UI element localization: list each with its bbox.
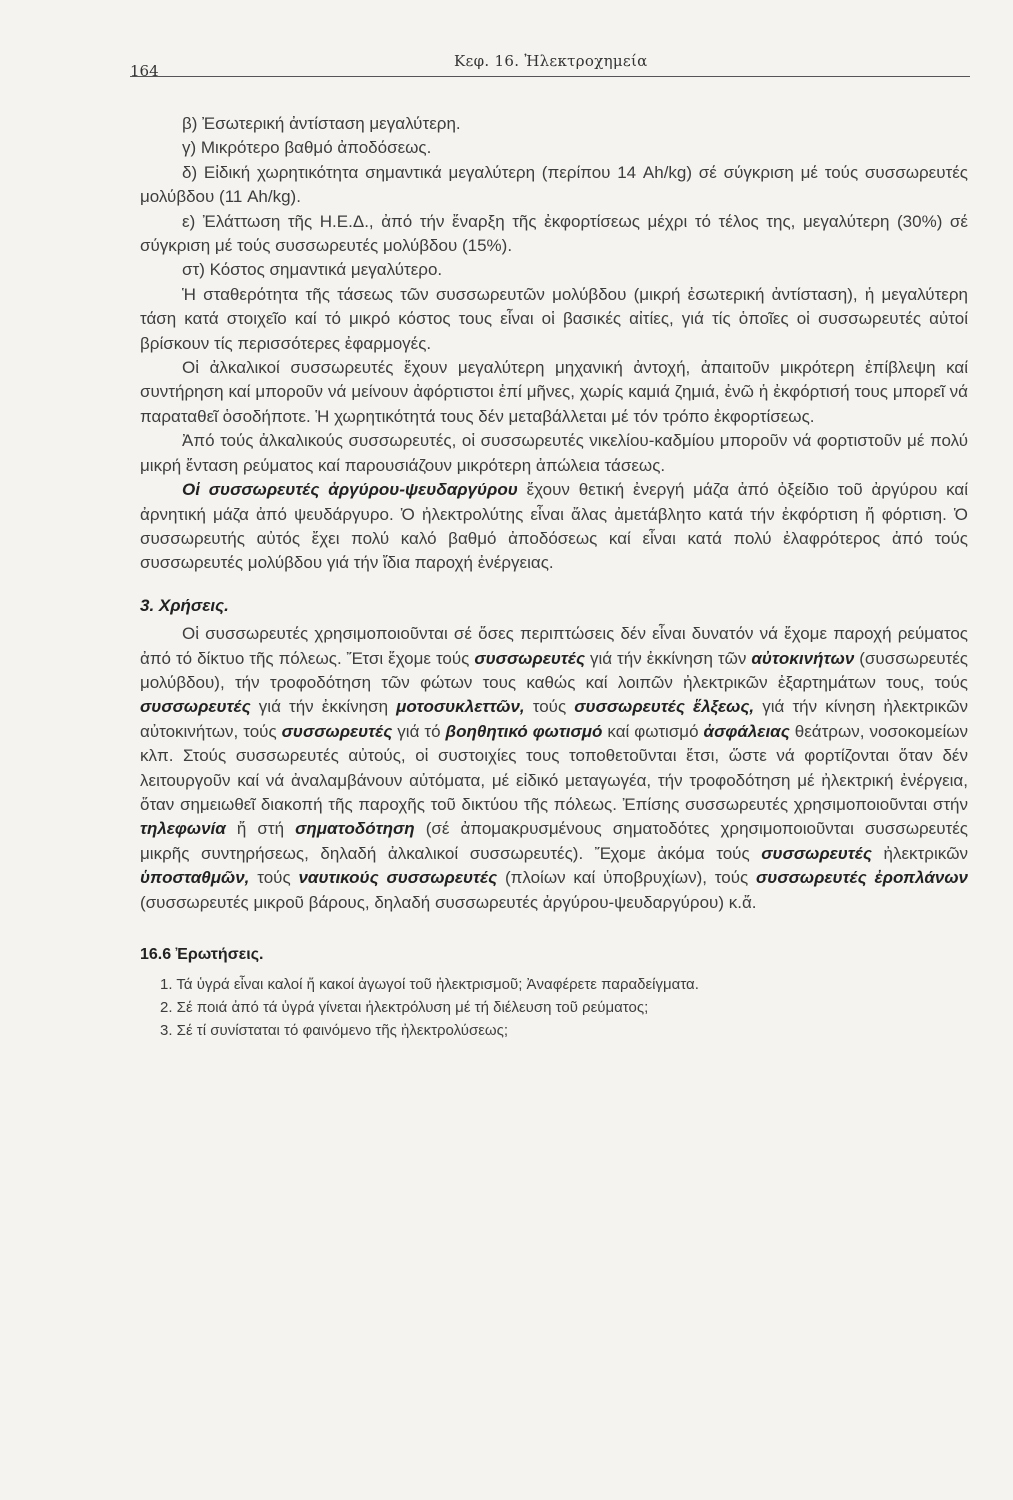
emphasis-term: σηματοδότηση <box>295 819 415 839</box>
emphasis-term: μοτοσυκλεττῶν, <box>396 697 525 717</box>
emphasis-term: συσσωρευτές <box>281 721 393 741</box>
emphasis-term: συσσωρευτές <box>474 648 586 668</box>
text-run: ἤ στή <box>225 819 296 839</box>
text-run: Οἱ συσσωρευτές χρησιμοποιοῦνται σέ ὅσες περιπτώσεις δέν εἶναι δυνατόν νά ἔχομε παροχή ρεύματος ἀπό τό δίκτυο τῆς πόλεως. Ἔτσι ἔχομε τούς <box>140 624 968 668</box>
text-run: γιά τήν ἐκκίνηση τῶν <box>585 648 752 668</box>
page-number: 164 <box>130 62 159 80</box>
emphasis-term: συσσωρευτές <box>761 843 872 863</box>
text-run: (συσσωρευτές μικροῦ βάρους, δηλαδή συσσωρευτές ἀργύρου-ψευδαργύρου) κ.ἄ. <box>140 892 757 912</box>
paragraph-alkaline: Οἱ ἀλκαλικοί συσσωρευτές ἔχουν μεγαλύτερη μηχανική ἀντοχή, ἀπαιτοῦν μικρότερη ἐπίβλεψη καί συντήρηση καί μποροῦν νά μείνουν ἀφόρτιστοι ἐπί μῆνες, χωρίς καμιά ζημιά, ἐνῶ ἡ ἐκφόρτισή τους μπορεῖ νά παραταθεῖ ὁσοδήποτε. Ἡ χωρητικότητά τους δέν μεταβάλλεται μέ τόν τρόπο ἐκφορτίσεως. <box>140 358 968 426</box>
page-header <box>130 50 970 80</box>
running-head: Κεφ. 16. Ἠλεκτροχημεία <box>454 52 648 70</box>
text-run: γιά τό <box>392 721 446 741</box>
paragraph-lead-stability: Ἡ σταθερότητα τῆς τάσεως τῶν συσσωρευτῶν μολύβδου (μικρή ἐσωτερική ἀντίσταση), ἡ μεγαλύτερη τάση κατά στοιχεῖο καί τό μικρό κόστος τους εἶναι οἱ βασικές αἰτίες, γιά τίς ὁποῖες οἱ συσσωρευτές αὐτοί βρίσκουν τίς περισσότερες ἐφαρμογές. <box>140 284 968 353</box>
text-run: τούς <box>524 697 575 717</box>
text-run: τούς <box>249 868 299 888</box>
emphasis-term: Οἱ συσσωρευτές ἀργύρου-ψευδαργύρου <box>182 480 518 500</box>
paragraph-nickel-cadmium: Ἀπό τούς ἀλκαλικούς συσσωρευτές, οἱ συσσωρευτές νικελίου-καδμίου μποροῦν νά φορτιστοῦν μέ πολύ μικρή ἔνταση ρεύματος καί παρουσιάζουν μικρότερη ἀπώλεια τάσεως. <box>140 431 968 475</box>
emphasis-term: ἀσφάλειας <box>703 721 790 741</box>
paragraph-text: ἔχουν θετική ἐνεργή μάζα ἀπό ὀξείδιο τοῦ ἀργύρου καί ἀρνητική μάζα ἀπό ψευδάργυρο. Ὁ ἠλεκτρολύτης εἶναι ἄλας ἀμετάβλητο κατά τήν ἐκφόρτιση ἤ φόρτιση. Ὁ συσσωρευτής αὐτός ἔχει πολύ καλό βαθμό ἀποδόσεως καί εἶναι κατά πολύ ἐλαφρότερος ἀπό τούς συσσωρευτές μολύβδου γιά τήν ἴδια παροχή ἐνέργειας. <box>140 480 968 573</box>
emphasis-term: συσσωρευτές ἕλξεως, <box>574 697 755 717</box>
emphasis-term: αὐτοκινήτων <box>751 648 855 668</box>
list-item-d: δ) Εἰδική χωρητικότητα σημαντικά μεγαλύτερη (περίπου 14 Ah/kg) σέ σύγκριση μέ τούς συσσωρευτές μολύβδου (11 Ah/kg). <box>140 162 968 207</box>
question-item: 3. Σέ τί συνίσταται τό φαινόμενο τῆς ἠλεκτρολύσεως; <box>160 1022 509 1040</box>
question-item: 2. Σέ ποιά ἀπό τά ὑγρά γίνεται ἠλεκτρόλυση μέ τή διέλευση τοῦ ρεύματος; <box>160 999 649 1017</box>
emphasis-term: βοηθητικό φωτισμό <box>445 721 603 741</box>
emphasis-term: ναυτικούς συσσωρευτές <box>298 868 498 888</box>
emphasis-term: συσσωρευτές <box>140 697 251 717</box>
text-run: (πλοίων καί ὑποβρυχίων), τούς <box>497 868 757 888</box>
section-heading-uses: 3. Χρήσεις. <box>140 595 229 615</box>
questions-list <box>140 973 968 1042</box>
emphasis-term: ὑποσταθμῶν, <box>140 868 250 888</box>
paragraph-silver-zinc <box>140 478 968 576</box>
emphasis-term: συσσωρευτές ἐροπλάνων <box>756 868 968 888</box>
text-run: (συσσωρευτές μολύβδου), τήν τροφοδότηση τῶν φώτων τους καθώς καί λοιπῶν ἠλεκτρικῶν ἐξαρτημάτων τους, τούς <box>140 648 968 692</box>
questions-heading: 16.6 Ἐρωτήσεις. <box>140 946 264 963</box>
list-item-st: στ) Κόστος σημαντικά μεγαλύτερο. <box>182 260 443 280</box>
question-item: 1. Τά ὑγρά εἶναι καλοί ἤ κακοί ἀγωγοί τοῦ ἠλεκτρισμοῦ; Ἀναφέρετε παραδείγματα. <box>160 976 699 994</box>
list-item-b: β) Ἐσωτερική ἀντίσταση μεγαλύτερη. <box>182 114 461 133</box>
text-run: ἠλεκτρικῶν <box>871 843 968 863</box>
page-body <box>140 112 968 1042</box>
text-run: γιά τήν κίνηση ἠλεκτρικῶν αὐτοκινήτων, τούς <box>140 697 968 741</box>
list-item-g: γ) Μικρότερο βαθμό ἀποδόσεως. <box>182 138 432 158</box>
emphasis-term: τηλεφωνία <box>140 819 226 839</box>
text-run: θεάτρων, νοσοκομείων κλπ. Στούς συσσωρευτές αὐτούς, οἱ συστοιχίες τους τοποθετοῦνται ἔτσι, ὥστε νά φορτίζονται ὅταν δέν λειτουργοῦν καί νά ἀναλαμβάνουν αὐτόματα, μέ εἰδικό μεταγωγέα, τήν τροφοδότηση μέ ἠλεκτρική ἐνέργεια, ὅταν σημειωθεῖ διακοπή τῆς παροχῆς τοῦ δικτύου τῆς πόλεως. Ἐπίσης συσσωρευτές χρησιμοποιοῦνται στήν <box>140 721 969 814</box>
paragraph-uses <box>140 622 968 915</box>
text-run: (σέ ἀπομακρυσμένους σηματοδότες χρησιμοποιοῦνται συσσωρευτές μικρῆς συντηρήσεως, δηλαδή ἀλκαλικοί συσσωρευτές). Ἔχομε ἀκόμα τούς <box>140 819 968 863</box>
text-run: καί φωτισμό <box>602 721 704 741</box>
list-item-e: ε) Ἐλάττωση τῆς Η.Ε.Δ., ἀπό τήν ἔναρξη τῆς ἐκφορτίσεως μέχρι τό τέλος της, μεγαλύτερη (30%) σέ σύγκριση μέ τούς συσσωρευτές μολύβδου (15%). <box>140 211 968 256</box>
text-run: γιά τήν ἐκκίνηση <box>250 697 397 717</box>
